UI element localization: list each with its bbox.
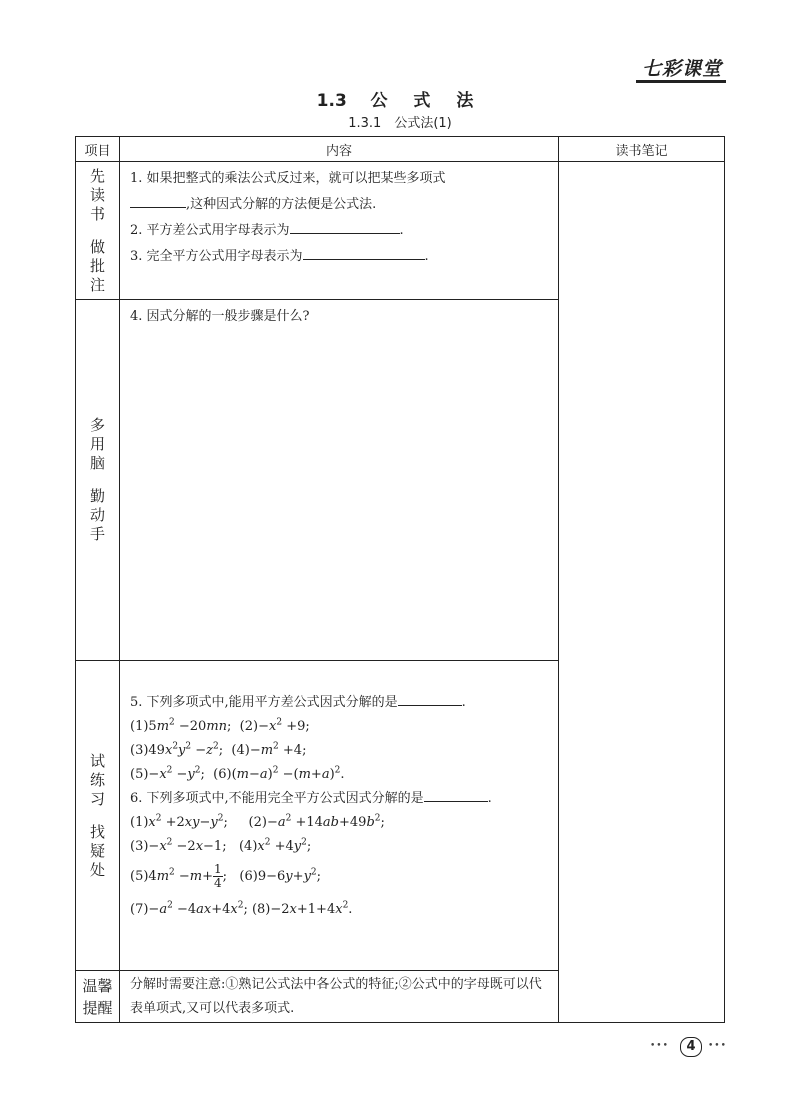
- question-1b: ,这种因式分解的方法便是公式法.: [186, 197, 377, 212]
- formula-line: $(5)4m^2 -m+$ $\frac{1}{4}$ ; $(6)9-6y+y^2$;: [130, 862, 322, 890]
- question-1b-line: [130, 192, 552, 218]
- label-part-b: 做批注: [89, 237, 105, 294]
- tip-content: [120, 971, 559, 1023]
- formula-line: $(5)-x^2 -y^2$; $(6)(m-a)^2 -(m+a)^2$.: [130, 765, 345, 782]
- section-label-2: [76, 300, 120, 661]
- tip-text: 分解时需要注意:①熟记公式法中各公式的特征;②公式中的字母既可以代表单项式,又可以代表多项式.: [130, 977, 542, 1016]
- table-row: [76, 162, 725, 300]
- header-notes: 读书笔记: [559, 137, 725, 162]
- answer-blank[interactable]: [303, 245, 425, 260]
- brand-logo: 七彩课堂: [641, 58, 722, 80]
- formula-line: $(1)x^2 +2xy-y^2$; $(2)-a^2 +14ab+49b^2$;: [130, 813, 385, 830]
- section-content-2: [120, 300, 559, 661]
- question-3-text: 3. 完全平方公式用字母表示为: [130, 249, 303, 264]
- question-2-line: 2. 平方差公式用字母表示为 .: [130, 218, 552, 244]
- question-2-text: 2. 平方差公式用字母表示为: [130, 223, 290, 238]
- page-title: [0, 86, 800, 111]
- study-table: [75, 136, 725, 1023]
- table-header-row: [76, 137, 725, 162]
- page-dots-left: •••: [650, 1041, 669, 1051]
- section-content-1: [120, 162, 559, 300]
- formula-line: $(1)5m^2 -20mn$; $(2)-x^2 +9$;: [130, 717, 310, 734]
- question-5-line: 5. 下列多项式中,能用平方差公式因式分解的是 .: [130, 691, 552, 715]
- question-6-line: 6. 下列多项式中,不能用完全平方公式因式分解的是 .: [130, 787, 552, 811]
- reading-notes-area[interactable]: [559, 162, 725, 1023]
- label-part-b: 勤动手: [89, 487, 105, 543]
- section-number: 1.3: [316, 91, 347, 111]
- formula-line: $(7)-a^2 -4ax+4x^2$; $(8)-2x+1+4x^2$.: [130, 900, 353, 917]
- page-number: 4: [680, 1037, 702, 1057]
- section-content-3: [120, 661, 559, 971]
- header-content: 内容: [120, 137, 559, 162]
- page-subtitle: 1.3.1 公式法(1): [348, 116, 452, 131]
- label-part-a: 先读书: [89, 166, 105, 223]
- formula-line: $(3)-x^2 -2x-1$; $(4)x^2 +4y^2$;: [130, 837, 312, 854]
- fraction: $\frac{1}{4}$: [214, 862, 222, 890]
- section-label-4: [76, 971, 120, 1023]
- page-dots-right: •••: [708, 1041, 727, 1051]
- section-label-1: [76, 162, 120, 300]
- answer-blank[interactable]: [130, 193, 186, 208]
- question-5: 5. 下列多项式中,能用平方差公式因式分解的是: [130, 695, 398, 710]
- brand-underline: [636, 80, 726, 83]
- label-part-a: 试练习: [89, 751, 105, 808]
- header-item: 项目: [76, 137, 120, 162]
- formula-line: $(3)49x^2y^2 -z^2$; $(4)-m^2 +4$;: [130, 741, 307, 758]
- answer-blank[interactable]: [424, 787, 488, 802]
- question-1a: 1. 如果把整式的乘法公式反过来，就可以把某些多项式: [130, 171, 446, 186]
- label-part-a: 多用脑: [89, 416, 105, 472]
- question-6: 6. 下列多项式中,不能用完全平方公式因式分解的是: [130, 791, 424, 806]
- question-3-line: 3. 完全平方公式用字母表示为 .: [130, 244, 552, 270]
- section-label-3: [76, 661, 120, 971]
- section-title: 公 式 法: [370, 91, 484, 111]
- question-4: 4. 因式分解的一般步骤是什么?: [130, 309, 310, 324]
- label-part-b: 找疑处: [89, 822, 105, 879]
- answer-blank[interactable]: [290, 219, 400, 234]
- answer-blank[interactable]: [398, 691, 462, 706]
- label-tip: 温馨提醒: [82, 976, 113, 1017]
